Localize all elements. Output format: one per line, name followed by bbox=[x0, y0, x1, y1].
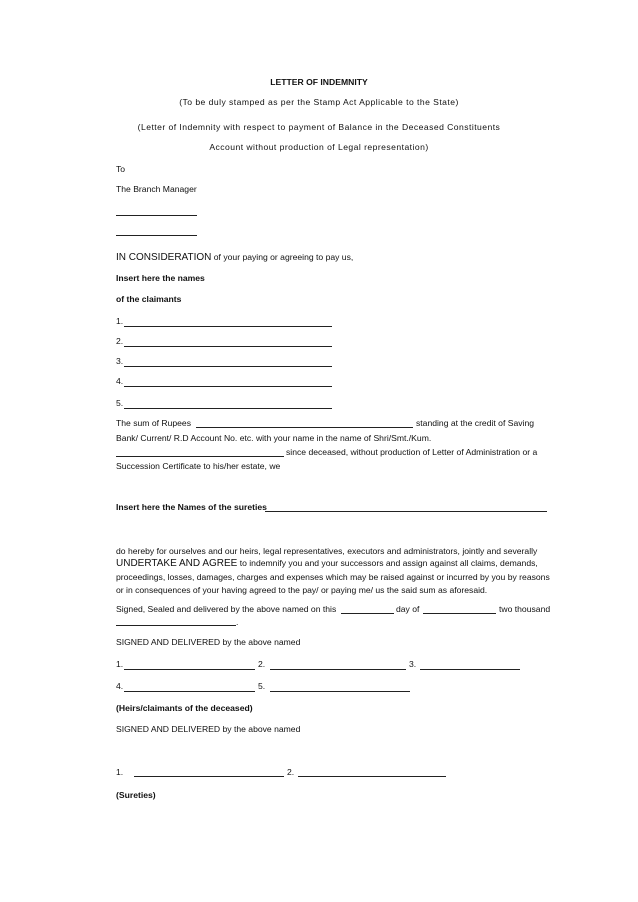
claimant-number-2: 2. bbox=[116, 336, 124, 346]
signed-date-prefix: Signed, Sealed and delivered by the above named on this bbox=[116, 604, 337, 614]
heir-number-1: 1. bbox=[116, 659, 124, 669]
undertaking-line3: proceedings, losses, damages, charges and expenses which may be raised against or incurred by you by reasons bbox=[116, 572, 550, 582]
document-description-line1: (Letter of Indemnity with respect to payment of Balance in the Deceased Constituents bbox=[137, 122, 501, 132]
sum-line4: Succession Certificate to his/her estate, we bbox=[116, 461, 281, 471]
undertaking-lead: UNDERTAKE AND AGREE bbox=[116, 558, 238, 569]
sureties-names-label: Insert here the Names of the sureties bbox=[116, 502, 267, 512]
surety-number-2: 2. bbox=[287, 767, 295, 777]
heir-number-2: 2. bbox=[258, 659, 266, 669]
claimant-name-field-1[interactable] bbox=[124, 326, 332, 327]
sureties-caption: (Sureties) bbox=[116, 790, 156, 800]
sum-line1-prefix: The sum of Rupees bbox=[116, 418, 191, 428]
deceased-name-field[interactable] bbox=[116, 456, 284, 457]
surety-signature-field-2[interactable] bbox=[298, 776, 446, 777]
heir-number-3: 3. bbox=[409, 659, 417, 669]
claimant-number-5: 5. bbox=[116, 398, 124, 408]
address-line-1[interactable] bbox=[116, 215, 197, 216]
undertaking-line2-rest: to indemnify you and your successors and assign against all claims, demands, bbox=[237, 558, 538, 568]
document-title: LETTER OF INDEMNITY bbox=[270, 77, 368, 87]
consideration-rest: of your paying or agreeing to pay us, bbox=[211, 252, 354, 262]
undertaking-line2 bbox=[116, 558, 538, 569]
claimant-number-3: 3. bbox=[116, 356, 124, 366]
address-line-2[interactable] bbox=[116, 235, 197, 236]
signed-year-field[interactable] bbox=[116, 625, 236, 626]
sureties-signed-label: SIGNED AND DELIVERED by the above named bbox=[116, 724, 301, 734]
heir-number-4: 4. bbox=[116, 681, 124, 691]
heir-signature-field-5[interactable] bbox=[270, 691, 410, 692]
signed-month-field[interactable] bbox=[423, 613, 496, 614]
sum-line2: Bank/ Current/ R.D Account No. etc. with your name in the name of Shri/Smt./Kum. bbox=[116, 433, 432, 443]
undertaking-line4: or in consequences of your having agreed to the pay/ or paying me/ us the said sum as aforesaid. bbox=[116, 585, 488, 595]
heirs-caption: (Heirs/claimants of the deceased) bbox=[116, 703, 253, 713]
surety-signature-field-1[interactable] bbox=[134, 776, 284, 777]
heir-number-5: 5. bbox=[258, 681, 266, 691]
sum-line3-suffix: since deceased, without production of Letter of Administration or a bbox=[286, 447, 538, 457]
claimant-number-1: 1. bbox=[116, 316, 124, 326]
signed-two-thousand: two thousand bbox=[499, 604, 551, 614]
undertaking-line1: do hereby for ourselves and our heirs, legal representatives, executors and administrators, jointly and severally bbox=[116, 546, 538, 556]
claimant-name-field-2[interactable] bbox=[124, 346, 332, 347]
signed-day-field[interactable] bbox=[341, 613, 394, 614]
consideration-clause bbox=[116, 252, 353, 263]
claimant-name-field-4[interactable] bbox=[124, 386, 332, 387]
heir-signature-field-1[interactable] bbox=[124, 669, 255, 670]
signed-day-of: day of bbox=[396, 604, 420, 614]
heirs-signed-label: SIGNED AND DELIVERED by the above named bbox=[116, 637, 301, 647]
sureties-names-field[interactable] bbox=[265, 511, 547, 512]
heir-signature-field-2[interactable] bbox=[270, 669, 406, 670]
claimant-name-field-5[interactable] bbox=[124, 408, 332, 409]
claimants-instruction-line2: of the claimants bbox=[116, 294, 182, 304]
claimant-name-field-3[interactable] bbox=[124, 366, 332, 367]
sum-line1-suffix: standing at the credit of Saving bbox=[416, 418, 535, 428]
document-subtitle: (To be duly stamped as per the Stamp Act Applicable to the State) bbox=[179, 97, 459, 107]
heir-signature-field-4[interactable] bbox=[124, 691, 255, 692]
claimants-instruction-line1: Insert here the names bbox=[116, 273, 205, 283]
heir-signature-field-3[interactable] bbox=[420, 669, 520, 670]
addressee-to: To bbox=[116, 164, 126, 174]
addressee-recipient: The Branch Manager bbox=[116, 184, 197, 194]
claimant-number-4: 4. bbox=[116, 376, 124, 386]
sum-amount-field[interactable] bbox=[196, 427, 413, 428]
signed-date-end: . bbox=[236, 617, 239, 627]
consideration-lead: IN CONSIDERATION bbox=[116, 252, 212, 263]
surety-number-1: 1. bbox=[116, 767, 124, 777]
document-description-line2: Account without production of Legal representation) bbox=[209, 142, 429, 152]
